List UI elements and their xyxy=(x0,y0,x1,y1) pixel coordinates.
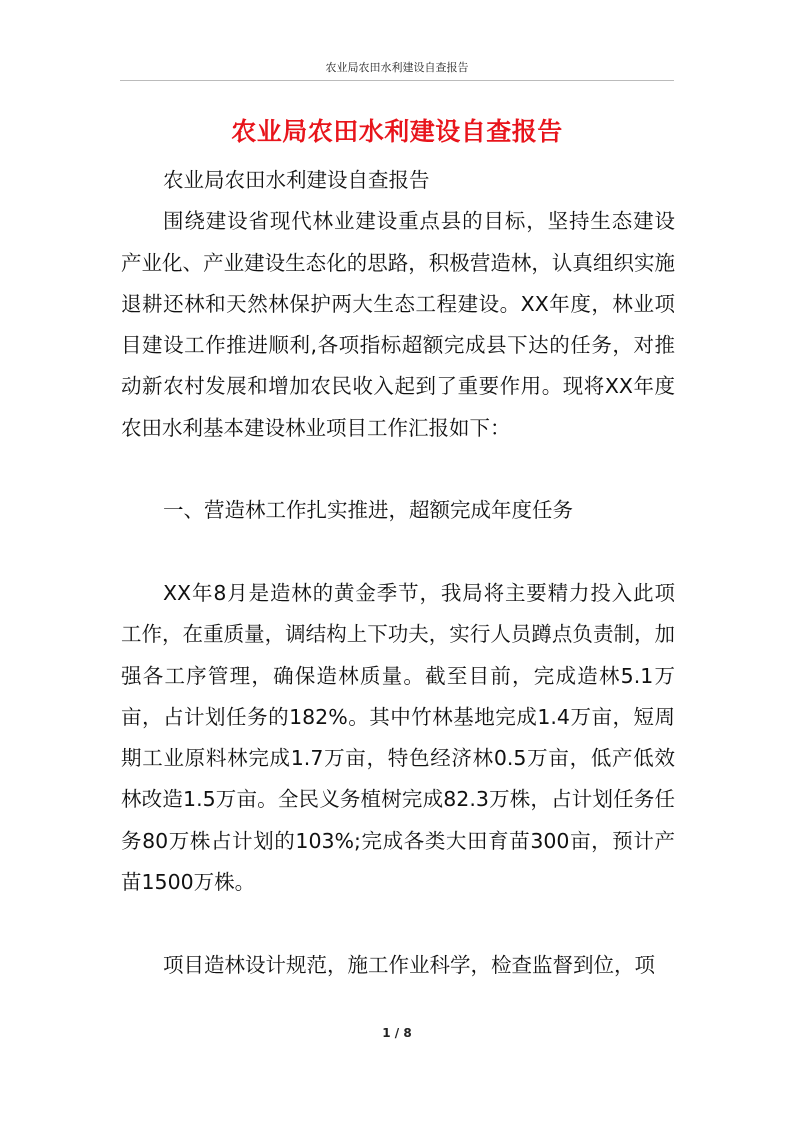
document-body xyxy=(121,160,675,986)
page-number: 1 / 8 xyxy=(382,1026,412,1040)
paragraph-spacer xyxy=(121,532,675,573)
paragraph-subtitle: 农业局农田水利建设自查报告 xyxy=(163,168,430,192)
section-heading: 一、营造林工作扎实推进，超额完成年度任务 xyxy=(163,498,573,523)
paragraph-project-design: 项目造林设计规范，施工作业科学，检查监督到位，项 xyxy=(163,952,655,977)
paragraph-intro: 围绕建设省现代林业建设重点县的目标，坚持生态建设产业化、产业建设生态化的思路，积极营造林，认真组织实施退耕还林和天然林保护两大生态工程建设。XX年度，林业项目建设工作推进顺利,各项指标超额完成县下达的任务，对推动新农村发展和增加农民收入起到了重要作用。现将XX年度农田水利基本建设林业项目工作汇报如下： xyxy=(121,209,675,440)
document-title: 农业局农田水利建设自查报告 xyxy=(231,117,563,146)
paragraph-afforestation: XX年8月是造林的黄金季节，我局将主要精力投入此项工作，在重质量，调结构上下功夫，实行人员蹲点负责制，加强各工序管理，确保造林质量。截至目前，完成造林5.1万亩，占计划任务的182%。其中竹林基地完成1.4万亩，短周期工业原料林完成1.7万亩，特色经济林0.5万亩，低产低效林改造1.5万亩。全民义务植树完成82.3万株，占计划任务任务80万株占计划的103%;完成各类大田育苗300亩，预计产苗1500万株。 xyxy=(121,580,675,895)
header-divider xyxy=(120,80,674,81)
paragraph-spacer xyxy=(121,903,675,944)
running-header: 农业局农田水利建设自查报告 xyxy=(325,61,469,74)
paragraph-spacer xyxy=(121,449,675,490)
